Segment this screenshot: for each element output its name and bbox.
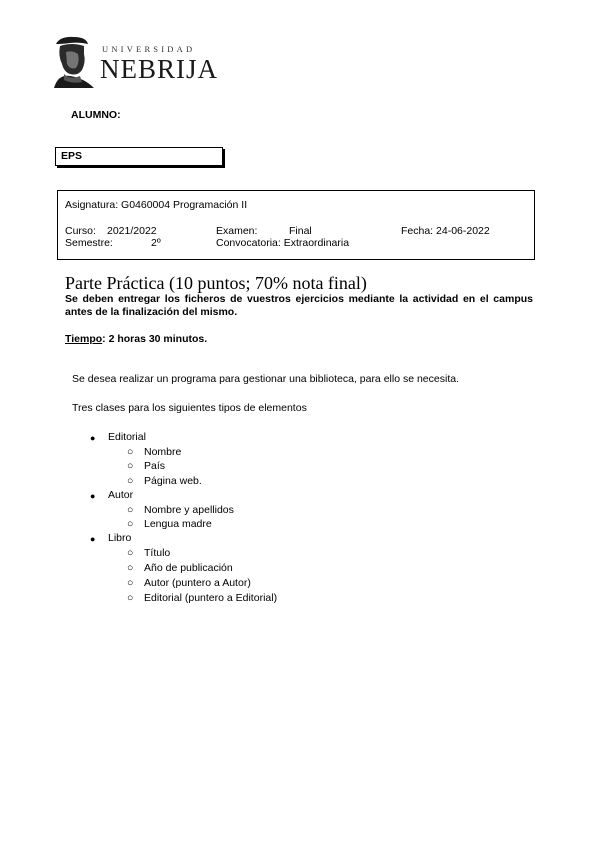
bullet-disc: ● xyxy=(90,534,96,544)
time-label: Tiempo xyxy=(65,333,103,345)
bullet-circle: ○ xyxy=(127,446,134,458)
logo-university-word: UNIVERSIDAD xyxy=(102,44,196,54)
sub-item: Página web. xyxy=(144,475,202,487)
subject-text: Asignatura: G0460004 Programación II xyxy=(65,199,248,211)
logo-name: NEBRIJA xyxy=(100,54,219,84)
date-text: Fecha: 24-06-2022 xyxy=(401,225,490,237)
school-label: EPS xyxy=(61,150,83,162)
bullet-disc: ● xyxy=(90,491,96,501)
sub-item: Título xyxy=(144,547,171,559)
description-paragraph: Se desea realizar un programa para gestionar una biblioteca, para ello se necesita. xyxy=(72,373,459,385)
list-item-editorial: Editorial xyxy=(108,431,146,443)
sub-item: País xyxy=(144,460,166,472)
bullet-disc: ● xyxy=(90,433,96,443)
bullet-circle: ○ xyxy=(127,547,134,559)
section-title: Parte Práctica (10 puntos; 70% nota final) xyxy=(65,273,367,293)
school-box xyxy=(55,147,223,166)
nebrija-head-emblem xyxy=(50,34,100,88)
exam-value: Final xyxy=(289,225,312,237)
semester-label: Semestre: xyxy=(65,237,113,249)
sub-item: Editorial (puntero a Editorial) xyxy=(144,592,278,604)
call-text: Convocatoria: Extraordinaria xyxy=(216,237,350,249)
bullet-circle: ○ xyxy=(127,460,134,472)
student-label: ALUMNO: xyxy=(71,109,121,121)
sub-item: Autor (puntero a Autor) xyxy=(144,577,251,589)
sub-item: Nombre xyxy=(144,446,182,458)
course-value: 2021/2022 xyxy=(107,225,157,237)
course-label: Curso: xyxy=(65,225,96,237)
bullet-circle: ○ xyxy=(127,592,134,604)
list-item-autor: Autor xyxy=(108,489,134,501)
time-line xyxy=(65,333,207,345)
bullet-circle: ○ xyxy=(127,518,134,530)
list-item-libro: Libro xyxy=(108,532,132,544)
instructions-text: Se deben entregar los ficheros de vuestros ejercicios mediante la actividad en el campus antes de la finalización del mismo. xyxy=(65,293,533,318)
time-value: : 2 horas 30 minutos. xyxy=(102,333,208,345)
bullet-circle: ○ xyxy=(127,577,134,589)
semester-value: 2º xyxy=(151,237,161,249)
bullet-circle: ○ xyxy=(127,475,134,487)
bullet-circle: ○ xyxy=(127,504,134,516)
sub-item: Lengua madre xyxy=(144,518,212,530)
classes-paragraph: Tres clases para los siguientes tipos de elementos xyxy=(72,402,307,414)
sub-item: Año de publicación xyxy=(144,562,233,574)
bullet-circle: ○ xyxy=(127,562,134,574)
exam-label: Examen: xyxy=(216,225,258,237)
exam-info-box xyxy=(57,190,535,260)
sub-item: Nombre y apellidos xyxy=(144,504,234,516)
